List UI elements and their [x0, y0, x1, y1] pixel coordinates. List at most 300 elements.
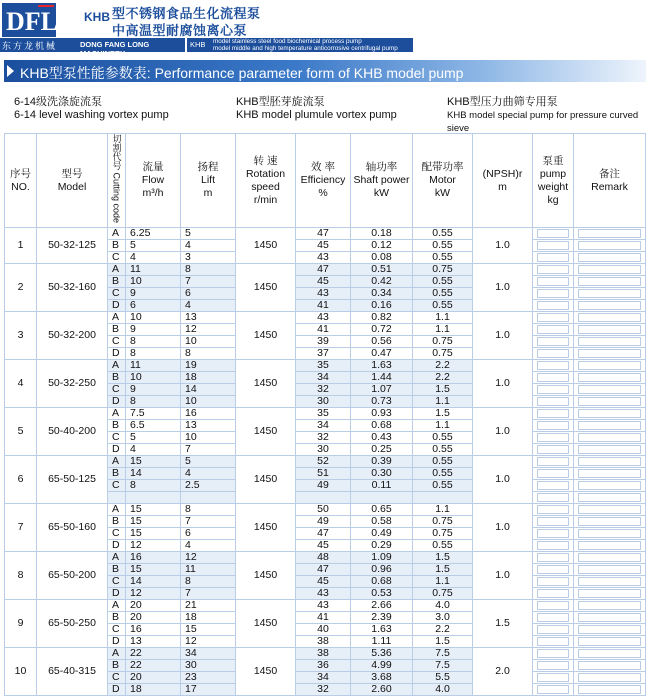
cell-code: C [108, 336, 126, 348]
cell-remark [574, 492, 646, 504]
cell-weight [533, 671, 574, 683]
cell-weight [533, 384, 574, 396]
cell-shaft-power: 0.65 [351, 503, 413, 515]
cell-shaft-power: 0.82 [351, 312, 413, 324]
cell-efficiency: 35 [296, 360, 351, 372]
cell-lift: 4 [181, 240, 236, 252]
remark-box [578, 517, 641, 526]
cell-motor: 0.55 [413, 276, 473, 288]
cell-efficiency: 41 [296, 324, 351, 336]
cell-flow: 6.5 [126, 420, 181, 432]
cell-weight [533, 336, 574, 348]
cell-flow: 5 [126, 240, 181, 252]
cell-shaft-power: 0.53 [351, 587, 413, 599]
cell-remark [574, 456, 646, 468]
cell-weight [533, 587, 574, 599]
cell-remark [574, 611, 646, 623]
cell-weight [533, 683, 574, 695]
company-bar [0, 38, 650, 58]
cell-lift: 2.5 [181, 480, 236, 492]
cell-motor: 1.1 [413, 503, 473, 515]
cell-efficiency: 49 [296, 515, 351, 527]
cell-weight [533, 611, 574, 623]
cell-lift: 4 [181, 468, 236, 480]
note-left [14, 96, 169, 122]
cell-efficiency: 36 [296, 659, 351, 671]
note-left-en: 6-14 level washing vortex pump [14, 109, 169, 121]
cell-shaft-power: 0.96 [351, 563, 413, 575]
cell-shaft-power: 2.39 [351, 611, 413, 623]
cell-remark [574, 408, 646, 420]
weight-box [537, 301, 569, 310]
cell-lift: 5 [181, 228, 236, 240]
row-no: 8 [5, 551, 37, 599]
cell-motor: 1.1 [413, 324, 473, 336]
weight-box [537, 493, 569, 502]
cell-flow: 5 [126, 432, 181, 444]
cell-lift [181, 492, 236, 504]
weight-box [537, 529, 569, 538]
cell-flow: 9 [126, 288, 181, 300]
cell-remark [574, 635, 646, 647]
remark-box [578, 685, 641, 694]
cell-efficiency: 47 [296, 264, 351, 276]
cell-remark [574, 336, 646, 348]
cell-motor: 1.1 [413, 420, 473, 432]
remark-box [578, 373, 641, 382]
cell-flow: 6 [126, 300, 181, 312]
cell-code: D [108, 444, 126, 456]
cell-motor: 0.75 [413, 527, 473, 539]
cell-efficiency: 40 [296, 623, 351, 635]
model-description [213, 38, 398, 52]
cell-code: C [108, 480, 126, 492]
section-title: KHB型泵性能参数表: Performance parameter form of KHB model pump [20, 65, 464, 81]
cell-motor: 2.2 [413, 360, 473, 372]
cell-shaft-power: 1.63 [351, 623, 413, 635]
cell-lift: 11 [181, 563, 236, 575]
cell-shaft-power: 3.68 [351, 671, 413, 683]
remark-box [578, 637, 641, 646]
cell-remark [574, 575, 646, 587]
row-no: 1 [5, 228, 37, 264]
cell-remark [574, 372, 646, 384]
cell-remark [574, 360, 646, 372]
cell-code: A [108, 456, 126, 468]
cell-flow: 22 [126, 659, 181, 671]
weight-box [537, 253, 569, 262]
cell-efficiency: 50 [296, 503, 351, 515]
cell-flow: 15 [126, 527, 181, 539]
remark-box [578, 661, 641, 670]
cell-lift: 10 [181, 396, 236, 408]
remark-box [578, 229, 641, 238]
cell-weight [533, 300, 574, 312]
cell-flow: 12 [126, 539, 181, 551]
col-shaft-power: 轴功率 Shaft power kW [351, 134, 413, 228]
cell-lift: 10 [181, 432, 236, 444]
cell-remark [574, 659, 646, 671]
remark-box [578, 481, 641, 490]
cell-lift: 5 [181, 456, 236, 468]
row-no: 4 [5, 360, 37, 408]
cell-speed: 1450 [236, 228, 296, 264]
remark-box [578, 553, 641, 562]
cell-weight [533, 563, 574, 575]
cell-shaft-power: 2.66 [351, 599, 413, 611]
cell-code: B [108, 659, 126, 671]
cell-remark [574, 647, 646, 659]
performance-table [4, 133, 646, 696]
cell-shaft-power: 1.11 [351, 635, 413, 647]
svg-text:DFL: DFL [6, 7, 58, 36]
model-description-line2: model middle and high temperature anticorrosive centrifugal pump [213, 45, 398, 52]
cell-motor: 2.2 [413, 372, 473, 384]
cell-shaft-power: 0.68 [351, 420, 413, 432]
cell-motor: 7.5 [413, 659, 473, 671]
cell-lift: 10 [181, 336, 236, 348]
cell-code: B [108, 611, 126, 623]
cell-shaft-power: 0.39 [351, 456, 413, 468]
cell-weight [533, 312, 574, 324]
note-middle-cn: KHB型胚芽旋流泵 [236, 96, 325, 108]
cell-lift: 12 [181, 635, 236, 647]
cell-efficiency: 39 [296, 336, 351, 348]
col-no: 序号 NO. [5, 134, 37, 228]
cell-efficiency: 45 [296, 539, 351, 551]
cell-shaft-power: 0.42 [351, 276, 413, 288]
row-model: 50-32-250 [37, 360, 108, 408]
cell-remark [574, 228, 646, 240]
remark-box [578, 313, 641, 322]
cell-remark [574, 539, 646, 551]
remark-box [578, 577, 641, 586]
cell-speed: 1450 [236, 408, 296, 456]
weight-box [537, 373, 569, 382]
cell-weight [533, 492, 574, 504]
cell-motor [413, 492, 473, 504]
cell-speed: 1450 [236, 599, 296, 647]
cell-flow: 15 [126, 515, 181, 527]
cell-code: B [108, 563, 126, 575]
remark-box [578, 361, 641, 370]
cell-code: A [108, 551, 126, 563]
row-no: 9 [5, 599, 37, 647]
col-cutting-code: 切割代号 Cutting code [108, 134, 126, 228]
cell-weight [533, 659, 574, 671]
table-row [5, 456, 646, 468]
cell-motor: 1.5 [413, 563, 473, 575]
cell-flow: 10 [126, 372, 181, 384]
cell-efficiency: 43 [296, 288, 351, 300]
remark-box [578, 241, 641, 250]
cell-flow: 15 [126, 563, 181, 575]
col-remark: 备注 Remark [574, 134, 646, 228]
cell-code: B [108, 420, 126, 432]
cell-shaft-power: 0.56 [351, 336, 413, 348]
note-right-en: KHB model special pump for pressure curved sieve [447, 110, 639, 134]
remark-box [578, 445, 641, 454]
cell-shaft-power: 0.11 [351, 480, 413, 492]
note-middle-en: KHB model plumule vortex pump [236, 109, 397, 121]
cell-weight [533, 348, 574, 360]
cell-weight [533, 503, 574, 515]
remark-box [578, 613, 641, 622]
cell-shaft-power: 0.58 [351, 515, 413, 527]
cell-shaft-power: 0.51 [351, 264, 413, 276]
weight-box [537, 457, 569, 466]
table-body [5, 228, 646, 696]
weight-box [537, 445, 569, 454]
cell-speed: 1450 [236, 456, 296, 504]
weight-box [537, 601, 569, 610]
cell-code: A [108, 647, 126, 659]
cell-efficiency: 47 [296, 563, 351, 575]
remark-box [578, 601, 641, 610]
cell-lift: 18 [181, 372, 236, 384]
col-model: 型号 Model [37, 134, 108, 228]
table-row [5, 264, 646, 276]
cell-weight [533, 432, 574, 444]
cell-remark [574, 288, 646, 300]
row-no: 2 [5, 264, 37, 312]
weight-box [537, 685, 569, 694]
row-no: 6 [5, 456, 37, 504]
cell-shaft-power: 1.09 [351, 551, 413, 563]
cell-code: B [108, 468, 126, 480]
company-name-block [0, 38, 185, 58]
cell-shaft-power: 1.07 [351, 384, 413, 396]
weight-box [537, 505, 569, 514]
cell-lift: 18 [181, 611, 236, 623]
cell-npsh: 1.0 [473, 456, 533, 504]
row-model: 65-40-315 [37, 647, 108, 695]
cell-npsh: 1.0 [473, 360, 533, 408]
cell-weight [533, 551, 574, 563]
cell-weight [533, 252, 574, 264]
cell-flow: 8 [126, 348, 181, 360]
cell-efficiency: 49 [296, 480, 351, 492]
cell-efficiency: 37 [296, 348, 351, 360]
cell-remark [574, 444, 646, 456]
cell-flow: 7.5 [126, 408, 181, 420]
cell-motor: 0.55 [413, 456, 473, 468]
cell-npsh: 1.0 [473, 503, 533, 551]
cell-efficiency: 32 [296, 384, 351, 396]
cell-lift: 4 [181, 539, 236, 551]
cell-code: D [108, 683, 126, 695]
cell-remark [574, 468, 646, 480]
weight-box [537, 265, 569, 274]
company-name-cn: 东方龙机械 [2, 41, 58, 51]
cell-code: C [108, 527, 126, 539]
cell-code [108, 492, 126, 504]
cell-motor: 5.5 [413, 671, 473, 683]
cell-weight [533, 288, 574, 300]
cell-efficiency: 34 [296, 671, 351, 683]
cell-lift: 8 [181, 348, 236, 360]
cell-code: C [108, 575, 126, 587]
cell-lift: 6 [181, 527, 236, 539]
cell-weight [533, 444, 574, 456]
col-weight: 泵重 pump weight kg [533, 134, 574, 228]
cell-code: D [108, 587, 126, 599]
cell-shaft-power: 0.72 [351, 324, 413, 336]
cell-remark [574, 503, 646, 515]
remark-box [578, 277, 641, 286]
cell-shaft-power: 0.12 [351, 240, 413, 252]
cell-lift: 19 [181, 360, 236, 372]
cell-remark [574, 623, 646, 635]
cell-code: C [108, 252, 126, 264]
cell-efficiency: 47 [296, 527, 351, 539]
col-motor: 配带功率 Motor kW [413, 134, 473, 228]
cell-flow: 13 [126, 635, 181, 647]
cell-code: D [108, 348, 126, 360]
weight-box [537, 661, 569, 670]
cell-code: D [108, 396, 126, 408]
row-no: 3 [5, 312, 37, 360]
cell-code: A [108, 599, 126, 611]
cell-lift: 23 [181, 671, 236, 683]
weight-box [537, 421, 569, 430]
cell-efficiency: 34 [296, 420, 351, 432]
remark-box [578, 421, 641, 430]
cell-code: C [108, 623, 126, 635]
row-model: 65-50-160 [37, 503, 108, 551]
cell-shaft-power: 4.99 [351, 659, 413, 671]
col-efficiency: 效 率 Efficiency % [296, 134, 351, 228]
cell-flow: 10 [126, 312, 181, 324]
cell-remark [574, 432, 646, 444]
cell-code: B [108, 515, 126, 527]
cell-efficiency [296, 492, 351, 504]
cell-flow: 20 [126, 611, 181, 623]
cell-motor: 4.0 [413, 599, 473, 611]
cell-lift: 8 [181, 575, 236, 587]
remark-box [578, 565, 641, 574]
cell-remark [574, 527, 646, 539]
cell-remark [574, 300, 646, 312]
company-logo [2, 3, 56, 37]
cell-code: B [108, 324, 126, 336]
cell-remark [574, 312, 646, 324]
weight-box [537, 517, 569, 526]
cell-speed: 1450 [236, 647, 296, 695]
cell-remark [574, 671, 646, 683]
cell-efficiency: 41 [296, 611, 351, 623]
cell-shaft-power: 0.30 [351, 468, 413, 480]
page-header [0, 0, 650, 58]
row-model: 65-50-125 [37, 456, 108, 504]
weight-box [537, 229, 569, 238]
cell-lift: 3 [181, 252, 236, 264]
cell-flow: 9 [126, 324, 181, 336]
remark-box [578, 469, 641, 478]
cell-efficiency: 48 [296, 551, 351, 563]
weight-box [537, 361, 569, 370]
cell-remark [574, 587, 646, 599]
cell-remark [574, 384, 646, 396]
cell-npsh: 1.5 [473, 599, 533, 647]
table-row [5, 599, 646, 611]
cell-lift: 6 [181, 288, 236, 300]
cell-remark [574, 240, 646, 252]
row-no: 5 [5, 408, 37, 456]
remark-box [578, 385, 641, 394]
cell-shaft-power: 1.44 [351, 372, 413, 384]
cell-shaft-power: 2.60 [351, 683, 413, 695]
table-row [5, 647, 646, 659]
cell-motor: 1.1 [413, 575, 473, 587]
cell-code: D [108, 539, 126, 551]
cell-lift: 7 [181, 444, 236, 456]
cell-efficiency: 38 [296, 647, 351, 659]
cell-motor: 0.55 [413, 240, 473, 252]
remark-box [578, 301, 641, 310]
cell-efficiency: 51 [296, 468, 351, 480]
cell-speed: 1450 [236, 312, 296, 360]
cell-weight [533, 456, 574, 468]
cell-weight [533, 420, 574, 432]
cell-lift: 8 [181, 264, 236, 276]
cell-efficiency: 43 [296, 252, 351, 264]
table-row [5, 551, 646, 563]
note-left-cn: 6-14级洗涤旋流泵 [14, 96, 103, 108]
cell-efficiency: 38 [296, 635, 351, 647]
row-model: 50-40-200 [37, 408, 108, 456]
weight-box [537, 397, 569, 406]
remark-box [578, 529, 641, 538]
weight-box [537, 553, 569, 562]
cell-motor: 0.55 [413, 539, 473, 551]
cell-motor: 0.55 [413, 300, 473, 312]
cell-weight [533, 396, 574, 408]
cell-efficiency: 30 [296, 444, 351, 456]
row-model: 65-50-250 [37, 599, 108, 647]
cell-remark [574, 420, 646, 432]
weight-box [537, 637, 569, 646]
cell-flow: 4 [126, 444, 181, 456]
cell-weight [533, 360, 574, 372]
cell-lift: 17 [181, 683, 236, 695]
cell-motor: 0.55 [413, 480, 473, 492]
cell-motor: 1.1 [413, 312, 473, 324]
remark-box [578, 625, 641, 634]
weight-box [537, 481, 569, 490]
row-model: 50-32-160 [37, 264, 108, 312]
cell-motor: 3.0 [413, 611, 473, 623]
cell-remark [574, 276, 646, 288]
cell-speed: 1450 [236, 264, 296, 312]
cell-motor: 1.1 [413, 396, 473, 408]
remark-box [578, 289, 641, 298]
cell-flow [126, 492, 181, 504]
remark-box [578, 673, 641, 682]
note-middle [236, 96, 397, 122]
cell-flow: 8 [126, 396, 181, 408]
remark-box [578, 253, 641, 262]
cell-flow: 20 [126, 671, 181, 683]
cell-motor: 0.75 [413, 264, 473, 276]
weight-box [537, 385, 569, 394]
cell-motor: 0.55 [413, 252, 473, 264]
weight-box [537, 565, 569, 574]
cell-motor: 7.5 [413, 647, 473, 659]
cell-efficiency: 43 [296, 599, 351, 611]
table-row [5, 360, 646, 372]
cell-npsh: 1.0 [473, 228, 533, 264]
